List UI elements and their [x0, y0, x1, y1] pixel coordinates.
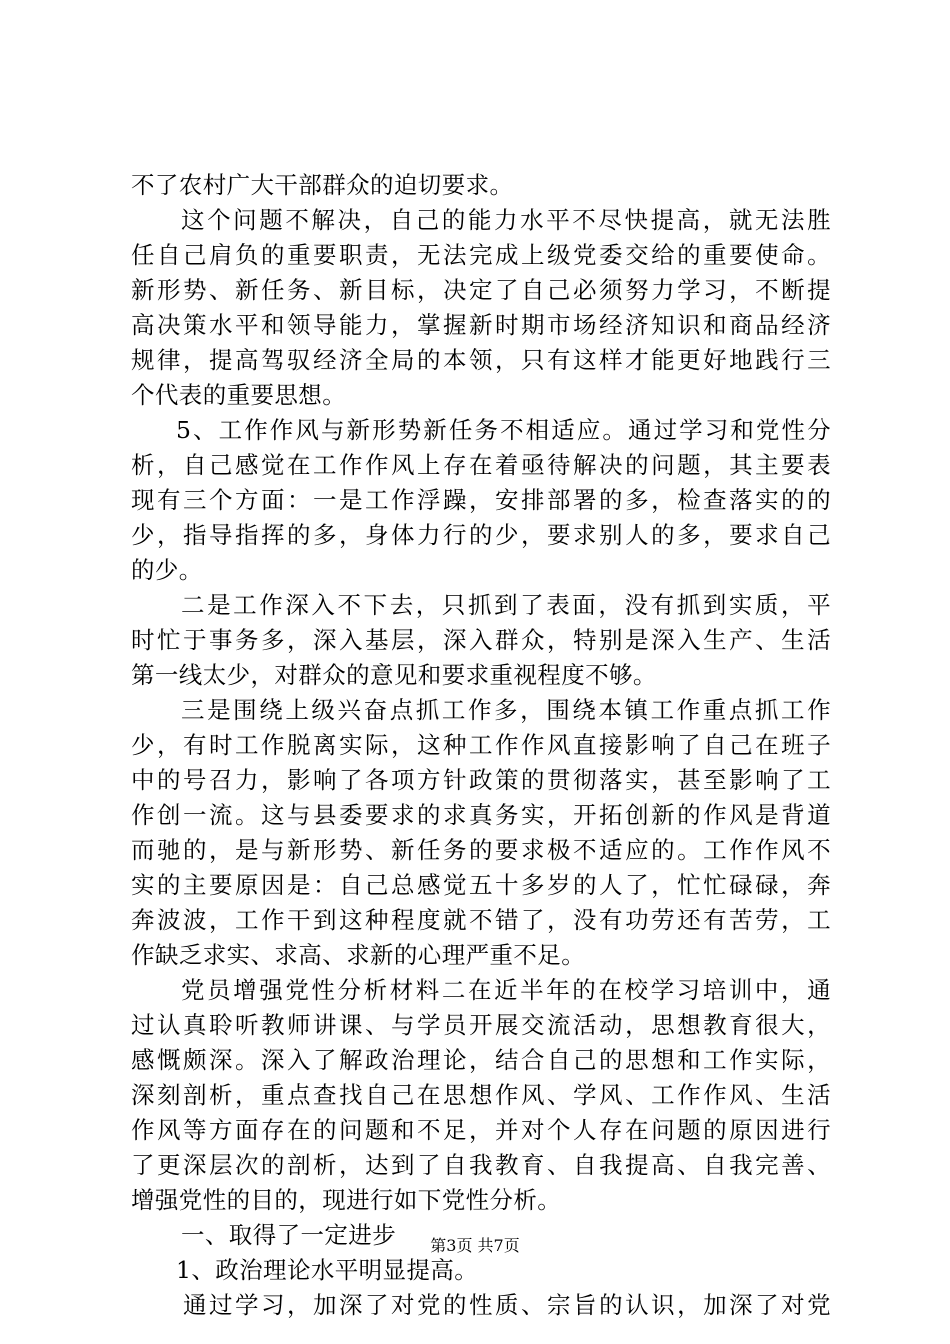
page-number-footer: 第3页 共7页 — [430, 1236, 520, 1255]
text-line: 中的号召力，影响了各项方针政策的贯彻落实，甚至影响了工 — [131, 766, 831, 794]
text-line: 奔波波，工作干到这种程度就不错了，没有功劳还有苦劳，工 — [131, 906, 831, 934]
text-line: 了更深层次的剖析，达到了自我教育、自我提高、自我完善、 — [131, 1151, 831, 1179]
text-line: 少，有时工作脱离实际，这种工作作风直接影响了自己在班子 — [131, 731, 831, 759]
text-line: 任自己肩负的重要职责，无法完成上级党委交给的重要使命。 — [131, 241, 831, 269]
text-line: 作缺乏求实、求高、求新的心理严重不足。 — [131, 941, 586, 969]
section-heading: 一、取得了一定进步 — [181, 1221, 397, 1249]
text-line: 高决策水平和领导能力，掌握新时期市场经济知识和商品经济 — [131, 311, 831, 339]
text-line: 时忙于事务多，深入基层，深入群众，特别是深入生产、生活 — [131, 626, 831, 654]
text-line: 现有三个方面：一是工作浮躁，安排部署的多，检查落实的的 — [131, 486, 831, 514]
text-line: 5、工作作风与新形势新任务不相适应。通过学习和党性分 — [176, 416, 831, 444]
text-line: 三是围绕上级兴奋点抓工作多，围绕本镇工作重点抓工作 — [181, 696, 831, 724]
text-line: 不了农村广大干部群众的迫切要求。 — [131, 171, 514, 199]
text-line: 少，指导指挥的多，身体力行的少，要求别人的多，要求自己 — [131, 521, 831, 549]
text-line: 第一线太少，对群众的意见和要求重视程度不够。 — [131, 661, 657, 689]
text-line: 的少。 — [131, 556, 203, 584]
text-line: 实的主要原因是：自己总感觉五十多岁的人了，忙忙碌碌，奔 — [131, 871, 831, 899]
text-line: 这个问题不解决，自己的能力水平不尽快提高，就无法胜 — [181, 206, 831, 234]
document-body — [131, 168, 831, 1323]
text-line: 深刻剖析，重点查找自己在思想作风、学风、工作作风、生活 — [131, 1081, 831, 1109]
text-line: 而驰的，是与新形势、新任务的要求极不适应的。工作作风不 — [131, 836, 831, 864]
text-line: 新形势、新任务、新目标，决定了自己必须努力学习，不断提 — [131, 276, 831, 304]
text-line: 通过学习，加深了对党的性质、宗旨的认识，加深了对党 — [183, 1291, 831, 1319]
text-line: 感慨颇深。深入了解政治理论，结合自己的思想和工作实际， — [131, 1046, 831, 1074]
text-line: 析，自己感觉在工作作风上存在着亟待解决的问题，其主要表 — [131, 451, 831, 479]
text-line: 二是工作深入不下去，只抓到了表面，没有抓到实质，平 — [181, 591, 831, 619]
text-line: 作风等方面存在的问题和不足，并对个人存在问题的原因进行 — [131, 1116, 831, 1144]
text-line: 党员增强党性分析材料二在近半年的在校学习培训中，通 — [181, 976, 831, 1004]
subsection-heading: 1、政治理论水平明显提高。 — [176, 1256, 479, 1284]
text-line: 增强党性的目的，现进行如下党性分析。 — [131, 1186, 562, 1214]
text-line: 作创一流。这与县委要求的求真务实，开拓创新的作风是背道 — [131, 801, 831, 829]
text-line: 规律，提高驾驭经济全局的本领，只有这样才能更好地践行三 — [131, 346, 831, 374]
text-line: 个代表的重要思想。 — [131, 381, 347, 409]
text-line: 过认真聆听教师讲课、与学员开展交流活动，思想教育很大， — [131, 1011, 831, 1039]
